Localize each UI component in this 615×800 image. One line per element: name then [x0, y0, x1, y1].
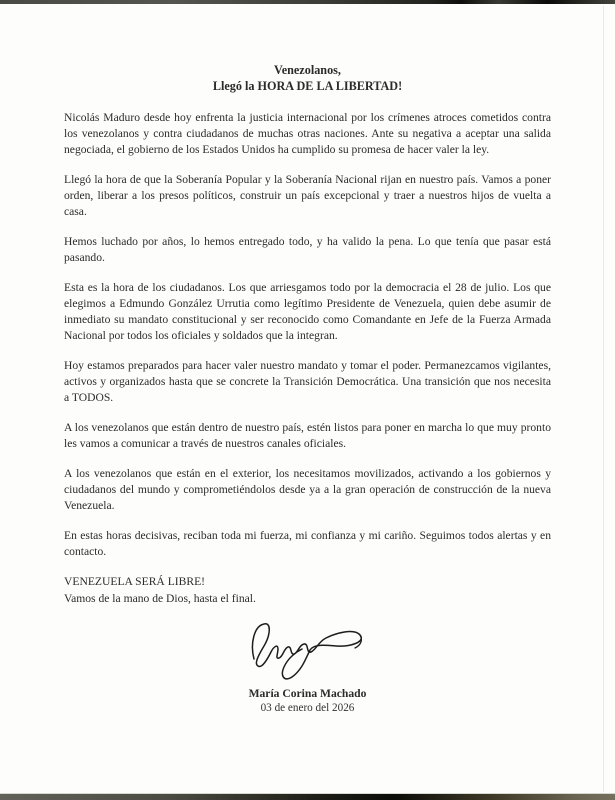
handwritten-signature-image	[242, 614, 374, 684]
letter-title-line2: Llegó la HORA DE LA LIBERTAD!	[212, 79, 403, 93]
closing-slogan: VENEZUELA SERÁ LIBRE!	[64, 575, 206, 588]
letter-paragraph: Hemos luchado por años, lo hemos entregado todo, y ha valido la pena. Lo que tenía que pasar está pasando.	[64, 235, 551, 264]
letter-body	[64, 62, 551, 716]
letter-title-line1: Venezolanos,	[274, 63, 341, 77]
letter-paragraph: Nicolás Maduro desde hoy enfrenta la justicia internacional por los crímenes atroces cometidos contra los venezolanos y contra ciudadanos de muchas otras naciones. Ante su negativa a aceptar una salida negociada, el gobierno de los Estados Unidos ha cumplido su promesa de hacer valer la ley.	[64, 111, 551, 156]
letter-title	[64, 62, 551, 94]
photo-bottom-edge	[0, 794, 615, 800]
closing-farewell: Vamos de la mano de Dios, hasta el final.	[64, 591, 256, 605]
letter-paragraphs	[64, 110, 551, 560]
letter-paragraph: A los venezolanos que están en el exterior, los necesitamos movilizados, activando a los gobiernos y ciudadanos del mundo y comprometiéndolos desde ya a la gran operación de construcción de la nueva Venezuela.	[64, 467, 551, 512]
letter-paragraph: Esta es la hora de los ciudadanos. Los que arriesgamos todo por la democracia el 28 de julio. Los que elegimos a Edmundo González Urrutia como legítimo Presidente de Venezuela, quien debe asumir de inmediato su mandato constitucional y ser reconocido como Comandante en Jefe de la Fuerza Armada Nacional por todos los oficiales y soldados que la integran.	[64, 281, 551, 342]
signature-date: 03 de enero del 2026	[260, 702, 355, 714]
photo-top-edge	[0, 0, 615, 4]
letter-closing	[64, 574, 551, 607]
signature-name: María Corina Machado	[248, 687, 367, 700]
photo-right-edge	[603, 6, 604, 792]
letter-paragraph: Hoy estamos preparados para hacer valer nuestro mandato y tomar el poder. Permanezcamos vigilantes, activos y organizados hasta que se concrete la Transición Democrática. Una transición que nos necesita a TODOS.	[64, 359, 551, 404]
letter-paragraph: A los venezolanos que están dentro de nuestro país, estén listos para poner en marcha lo que muy pronto les vamos a comunicar a través de nuestros canales oficiales.	[64, 421, 551, 450]
signature-block	[64, 686, 551, 716]
letter-paragraph: Llegó la hora de que la Soberanía Popular y la Soberanía Nacional rijan en nuestro país. Vamos a poner orden, liberar a los presos políticos, construir un país excepcional y traer a nuestros hijos de vuelta a casa.	[64, 173, 551, 218]
letter-paragraph: En estas horas decisivas, reciban toda mi fuerza, mi confianza y mi cariño. Seguimos todos alertas y en contacto.	[64, 529, 551, 558]
